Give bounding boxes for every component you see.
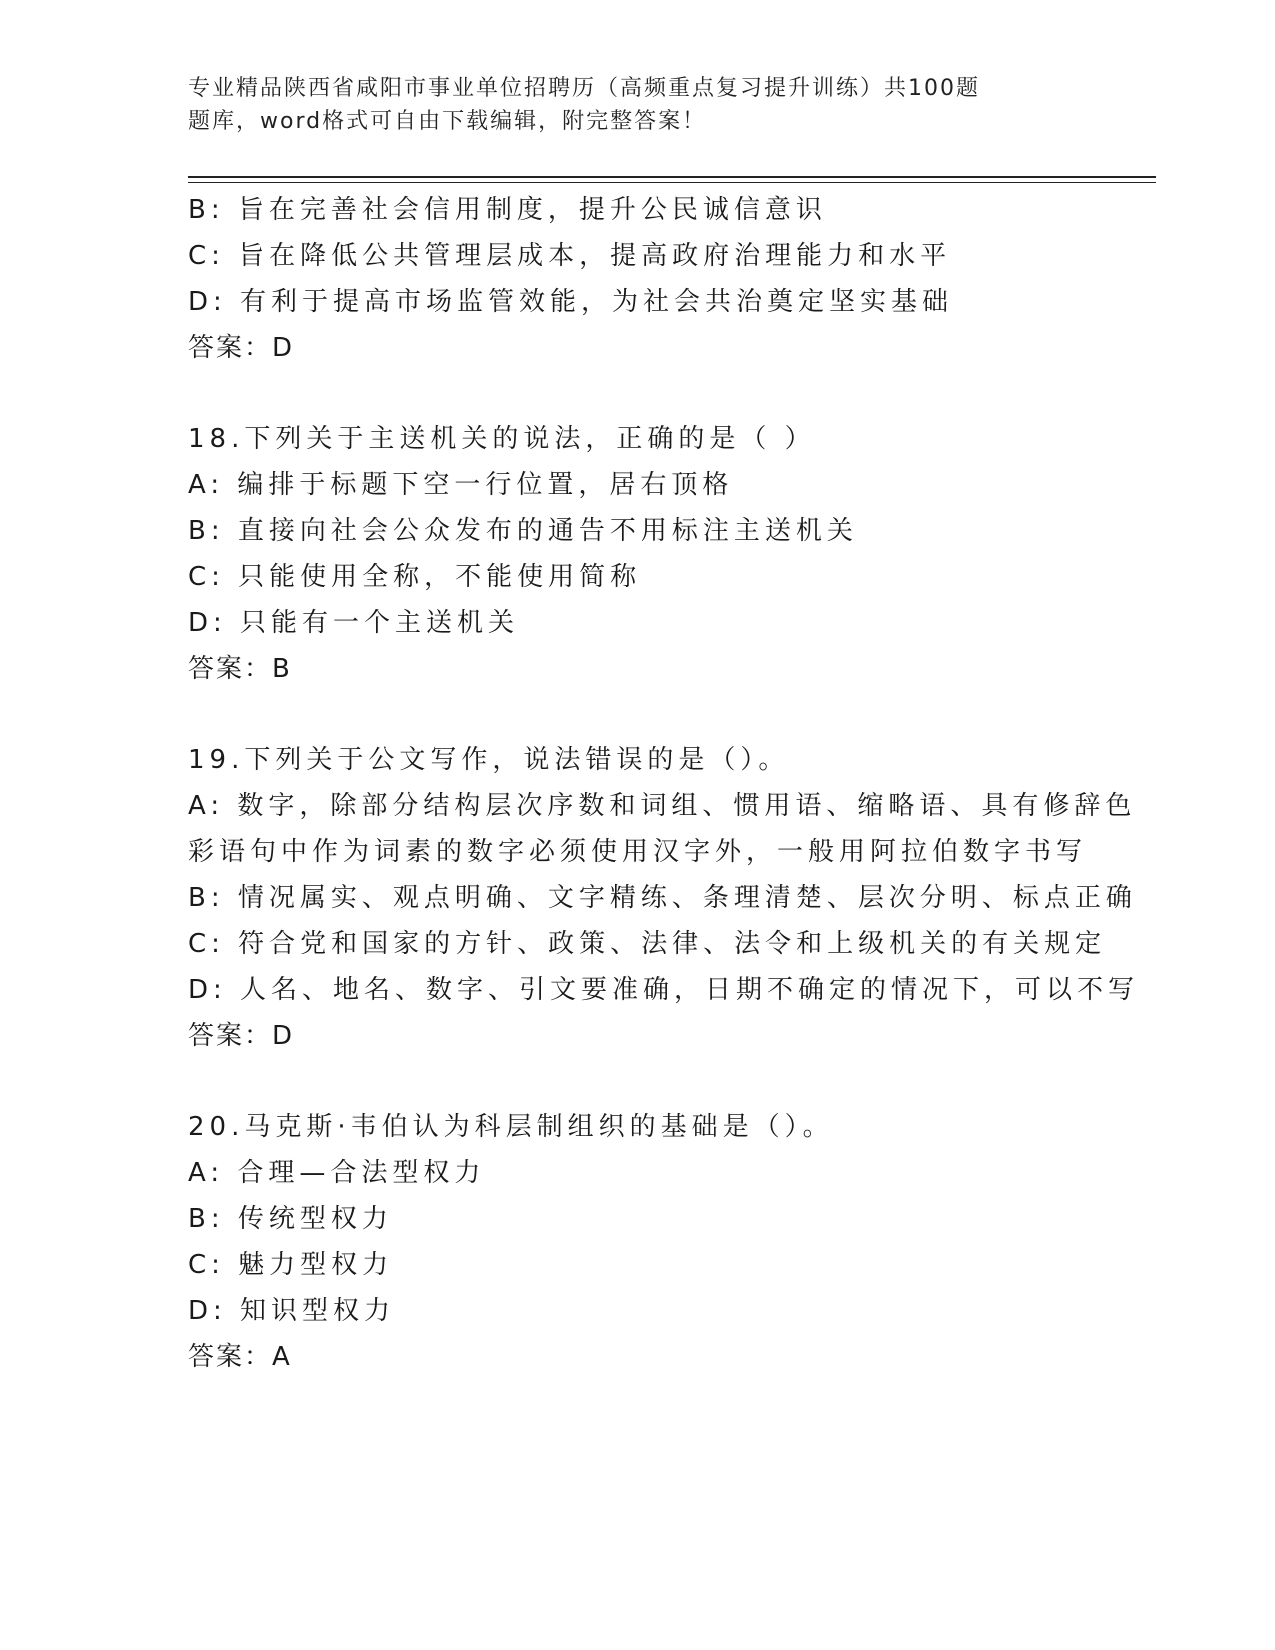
option-b: B: 情况属实、观点明确、文字精练、条理清楚、层次分明、标点正确	[188, 883, 1137, 913]
option-a: A: 编排于标题下空一行位置，居右顶格	[188, 470, 734, 500]
document-body	[188, 187, 1148, 1380]
option-d: D: 有利于提高市场监管效能，为社会共治奠定坚实基础	[188, 287, 954, 317]
option-c: C: 旨在降低公共管理层成本，提高政府治理能力和水平	[188, 241, 952, 271]
answer-line: 答案：B	[188, 654, 292, 684]
spacer	[188, 692, 1148, 737]
option-c: C: 符合党和国家的方针、政策、法律、法令和上级机关的有关规定	[188, 929, 1107, 959]
spacer	[188, 1059, 1148, 1104]
answer-line: 答案：D	[188, 333, 295, 363]
option-d: D: 只能有一个主送机关	[188, 608, 520, 638]
option-a: A: 数字，除部分结构层次序数和词组、惯用语、缩略语、具有修辞色	[188, 791, 1137, 821]
option-a: A: 合理—合法型权力	[188, 1158, 486, 1188]
option-b: B: 传统型权力	[188, 1204, 393, 1234]
header-line-2: 题库，word格式可自由下载编辑，附完整答案！	[188, 109, 707, 134]
option-c: C: 只能使用全称，不能使用简称	[188, 562, 642, 592]
option-a-continued: 彩语句中作为词素的数字必须使用汉字外，一般用阿拉伯数字书写	[188, 837, 1088, 867]
answer-line: 答案：A	[188, 1342, 292, 1372]
option-d: D: 知识型权力	[188, 1296, 396, 1326]
question-stem: 19.下列关于公文写作，说法错误的是（）。	[188, 745, 790, 775]
document-header	[188, 72, 1028, 138]
header-line-1: 专业精品陕西省咸阳市事业单位招聘历（高频重点复习提升训练）共100题	[188, 76, 980, 101]
answer-line: 答案：D	[188, 1021, 295, 1051]
question-20	[188, 1104, 1148, 1380]
question-19	[188, 737, 1148, 1059]
option-b: B: 旨在完善社会信用制度，提升公民诚信意识	[188, 195, 827, 225]
spacer	[188, 371, 1148, 416]
question-stem: 20.马克斯·韦伯认为科层制组织的基础是（）。	[188, 1112, 834, 1142]
question-18	[188, 416, 1148, 692]
question-17-continued	[188, 187, 1148, 371]
option-d: D: 人名、地名、数字、引文要准确，日期不确定的情况下，可以不写	[188, 975, 1140, 1005]
option-c: C: 魅力型权力	[188, 1250, 394, 1280]
option-b: B: 直接向社会公众发布的通告不用标注主送机关	[188, 516, 858, 546]
question-stem: 18.下列关于主送机关的说法，正确的是（ ）	[188, 424, 816, 454]
header-divider	[188, 176, 1156, 183]
